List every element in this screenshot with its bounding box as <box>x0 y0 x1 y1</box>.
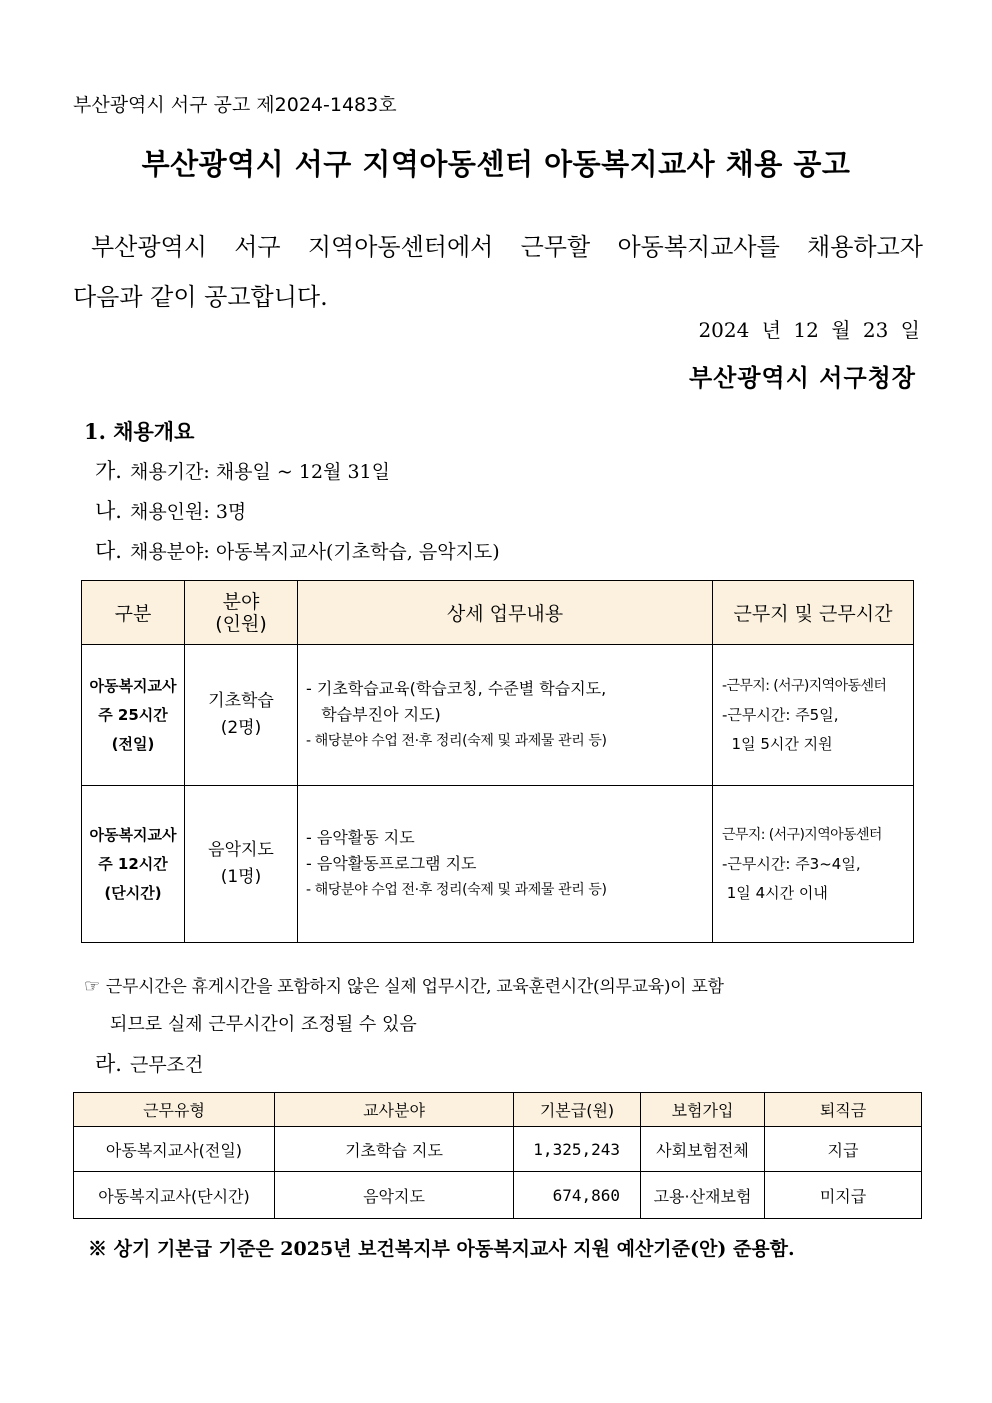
table-row <box>82 786 914 943</box>
table-cell: 기초학습 지도 <box>275 1127 514 1172</box>
pointing-hand-icon: ☞ <box>84 976 101 997</box>
cell-line: 1일 4시간 이내 <box>722 883 828 902</box>
header-text: (인원) <box>215 612 267 635</box>
cell-line: 주 25시간 <box>98 705 168 724</box>
field-cell <box>185 786 298 943</box>
section-heading: 1. 채용개요 <box>84 419 195 444</box>
header-cell: 교사분야 <box>275 1093 514 1127</box>
cell-line: - 해당분야 수업 전·후 정리(숙제 및 과제물 관리 등) <box>306 733 607 749</box>
intro-line-2: 다음과 같이 공고합니다. <box>73 283 328 311</box>
issuer: 부산광역시 서구청장 <box>688 363 916 392</box>
work-hours-note <box>84 968 724 1044</box>
cell-line: 기초학습 <box>208 691 274 711</box>
note-line <box>84 968 724 1006</box>
cell-line: 주 12시간 <box>98 854 168 873</box>
item-marker: 가. <box>95 459 122 483</box>
workplace-cell <box>713 786 914 943</box>
table-header-row <box>74 1093 922 1127</box>
header-cell: 상세 업무내용 <box>298 581 713 645</box>
condition-table <box>73 1092 922 1219</box>
intro-paragraph <box>73 222 923 322</box>
job-type-cell <box>82 645 185 786</box>
header-cell <box>185 581 298 645</box>
intro-word: 근무할 <box>520 233 591 261</box>
note-text: 근무시간은 휴게시간을 포함하지 않은 실제 업무시간, 교육훈련시간(의무교육)이 포함 <box>105 977 724 997</box>
table-cell: 674,860 <box>514 1172 641 1219</box>
item-marker: 나. <box>95 499 122 523</box>
header-cell: 보험가입 <box>641 1093 765 1127</box>
cell-line: -근무시간: 주5일, <box>722 705 839 724</box>
overview-item <box>95 455 390 485</box>
table-header-row <box>82 581 914 645</box>
intro-word: 부산광역시 <box>91 233 207 261</box>
header-cell: 퇴직금 <box>765 1093 922 1127</box>
footnote: ※ 상기 기본급 기준은 2025년 보건복지부 아동복지교사 지원 예산기준(안) 준용함. <box>88 1238 795 1260</box>
cell-line: - 음악활동프로그램 지도 <box>306 854 477 873</box>
cell-line: - 해당분야 수업 전·후 정리(숙제 및 과제물 관리 등) <box>306 882 607 898</box>
cell-line: (2명) <box>220 718 262 738</box>
item-text: 채용기간: 채용일 ~ 12월 31일 <box>129 461 390 483</box>
table-cell: 아동복지교사(전일) <box>74 1127 275 1172</box>
intro-word: 아동복지교사를 <box>617 233 780 261</box>
intro-word: 지역아동센터에서 <box>307 233 494 261</box>
cell-line: 근무지: (서구)지역아동센터 <box>722 826 882 843</box>
cell-line: (1명) <box>220 867 262 887</box>
page-title: 부산광역시 서구 지역아동센터 아동복지교사 채용 공고 <box>141 147 851 181</box>
notice-number: 부산광역시 서구 공고 제2024-1483호 <box>73 94 397 116</box>
cell-line: 아동복지교사 <box>89 676 177 695</box>
cell-line: -근무지: (서구)지역아동센터 <box>722 677 887 694</box>
note-line: 되므로 실제 근무시간이 조정될 수 있음 <box>110 1014 417 1035</box>
workplace-cell <box>713 645 914 786</box>
section-ra <box>95 1048 203 1078</box>
table-cell: 고용·산재보험 <box>641 1172 765 1219</box>
table-cell: 지급 <box>765 1127 922 1172</box>
job-table <box>81 580 914 943</box>
table-cell: 사회보험전체 <box>641 1127 765 1172</box>
table-row <box>82 645 914 786</box>
header-cell: 구분 <box>82 581 185 645</box>
duties-cell <box>298 786 713 943</box>
table-cell: 음악지도 <box>275 1172 514 1219</box>
header-cell: 근무지 및 근무시간 <box>713 581 914 645</box>
table-row <box>74 1127 922 1172</box>
cell-line: 아동복지교사 <box>89 825 177 844</box>
job-type-cell <box>82 786 185 943</box>
overview-item <box>95 535 500 565</box>
cell-line: 학습부진아 지도) <box>306 705 441 724</box>
intro-word: 채용하고자 <box>807 233 923 261</box>
item-text: 근무조건 <box>129 1054 204 1076</box>
table-cell: 1,325,243 <box>514 1127 641 1172</box>
cell-line: (단시간) <box>104 883 162 902</box>
item-marker: 라. <box>95 1052 122 1076</box>
cell-line: - 기초학습교육(학습코칭, 수준별 학습지도, <box>306 679 607 698</box>
header-cell: 근무유형 <box>74 1093 275 1127</box>
intro-word: 서구 <box>234 233 281 261</box>
table-row <box>74 1172 922 1219</box>
item-text: 채용인원: 3명 <box>129 501 247 523</box>
table-cell: 아동복지교사(단시간) <box>74 1172 275 1219</box>
header-cell: 기본급(원) <box>514 1093 641 1127</box>
notice-date: 2024 년 12 월 23 일 <box>698 318 920 342</box>
cell-line: (전일) <box>111 734 155 753</box>
cell-line: 1일 5시간 지원 <box>722 734 833 753</box>
overview-item <box>95 495 246 525</box>
duties-cell <box>298 645 713 786</box>
item-marker: 다. <box>95 539 122 563</box>
cell-line: 음악지도 <box>208 840 274 860</box>
cell-line: -근무시간: 주3~4일, <box>722 854 861 873</box>
intro-line-1 <box>73 222 923 272</box>
header-text: 분야 <box>222 590 260 613</box>
cell-line: - 음악활동 지도 <box>306 828 415 847</box>
field-cell <box>185 645 298 786</box>
table-cell: 미지급 <box>765 1172 922 1219</box>
item-text: 채용분야: 아동복지교사(기초학습, 음악지도) <box>129 541 500 563</box>
